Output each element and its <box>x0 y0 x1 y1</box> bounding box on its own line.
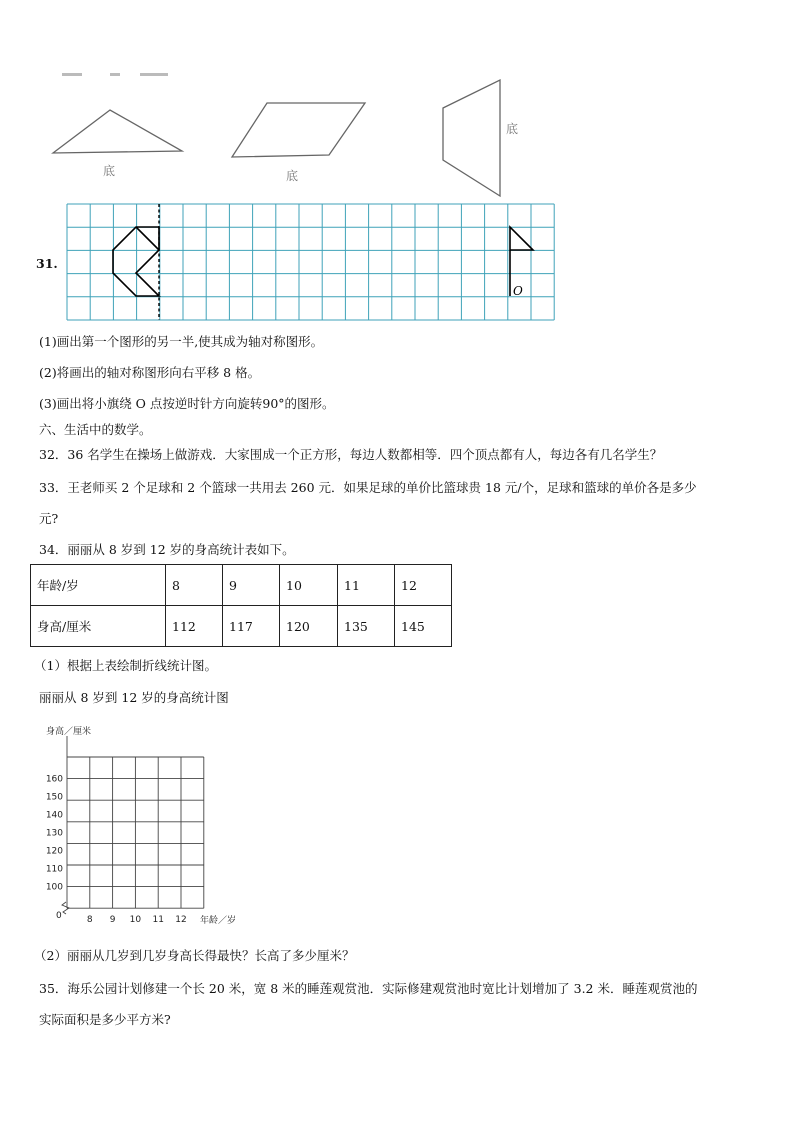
section-6-title: 六、生活中的数学。 <box>39 422 152 437</box>
chart-y-tick-label: 100 <box>45 882 63 893</box>
chart-x-axis-label: 年龄／岁 <box>200 916 237 926</box>
q31-task-1: (1)画出第一个图形的另一半,使其成为轴对称图形。 <box>39 334 324 349</box>
parallelogram-base-label: 底 <box>286 169 299 183</box>
table-cell-height: 120 <box>280 606 338 647</box>
table-cell-age: 8 <box>166 565 223 606</box>
table-cell-age: 11 <box>338 565 395 606</box>
table-cell-height: 145 <box>395 606 452 647</box>
trapezoid-base-label: 底 <box>506 122 519 136</box>
q31-task-2: (2)将画出的轴对称图形向右平移 8 格。 <box>39 365 261 380</box>
table-row-height <box>31 606 452 647</box>
grid-lines <box>67 204 554 320</box>
chart-x-tick-label: 12 <box>175 915 187 926</box>
q34-task-2: （2）丽丽从几岁到几岁身高长得最快？长高了多少厘米？ <box>34 948 355 963</box>
triangle-base-label: 底 <box>103 164 116 178</box>
table-cell-age: 12 <box>395 565 452 606</box>
q35-line-1: 35．海乐公园计划修建一个长 20 米，宽 8 米的睡莲观赏池．实际修建观赏池时宽比计划增加了 3.2 米．睡莲观赏池的 <box>39 981 698 996</box>
chart-y-tick-label: 160 <box>45 774 63 785</box>
table-cell-height: 117 <box>223 606 280 647</box>
geometry-shapes <box>0 60 794 210</box>
q33-line-2: 元? <box>39 511 59 526</box>
chart-x-ticks <box>87 915 187 925</box>
chart-x-tick-label: 10 <box>129 915 142 926</box>
flag-point-label: O <box>513 284 523 298</box>
chart-y-tick-label: 110 <box>45 864 63 875</box>
chart-y-axis-label: 身高／厘米 <box>46 727 92 737</box>
chart-y-tick-label: 150 <box>45 792 63 803</box>
q34-task-1: （1）根据上表绘制折线统计图。 <box>34 658 217 673</box>
triangle-shape <box>53 110 182 153</box>
q34-chart-title-text: 丽丽从 8 岁到 12 岁的身高统计图 <box>39 690 229 705</box>
table-cell-height: 112 <box>166 606 223 647</box>
table-cell-age: 9 <box>223 565 280 606</box>
chart-x-tick-label: 8 <box>86 915 93 926</box>
table-header-age: 年龄/岁 <box>31 565 166 606</box>
half-figure <box>113 227 159 296</box>
q31-grid <box>64 202 558 324</box>
chart-y-tick-label: 120 <box>45 846 63 857</box>
table-cell-age: 10 <box>280 565 338 606</box>
height-line-chart <box>30 718 270 930</box>
q34-intro: 34．丽丽从 8 岁到 12 岁的身高统计表如下。 <box>39 542 295 557</box>
q32-text: 32．36 名学生在操场上做游戏．大家围成一个正方形，每边人数都相等．四个顶点都有人，每边各有几名学生？ <box>39 447 663 462</box>
table-header-height: 身高/厘米 <box>31 606 166 647</box>
parallelogram-shape <box>232 103 365 157</box>
q31-number: 31. <box>36 256 58 271</box>
chart-origin-label: 0 <box>56 911 62 921</box>
chart-y-ticks <box>46 775 63 893</box>
q31-task-3: (3)画出将小旗绕 O 点按逆时针方向旋转90°的图形。 <box>39 396 335 411</box>
table-row-age <box>31 565 452 606</box>
height-table <box>30 564 452 647</box>
table-cell-height: 135 <box>338 606 395 647</box>
chart-x-tick-label: 11 <box>152 915 164 926</box>
half-figure-inner-edge <box>136 227 159 250</box>
trapezoid-shape <box>443 80 500 196</box>
q33-line-1: 33．王老师买 2 个足球和 2 个篮球一共用去 260 元．如果足球的单价比篮球贵 18 元/个，足球和篮球的单价各是多少 <box>39 480 697 495</box>
chart-y-tick-label: 130 <box>45 828 63 839</box>
chart-x-tick-label: 9 <box>109 915 116 926</box>
q35-line-2: 实际面积是多少平方米? <box>39 1012 171 1027</box>
chart-y-tick-label: 140 <box>45 810 63 821</box>
chart-grid <box>67 736 204 908</box>
axis-break-mark <box>62 902 69 914</box>
smudge-marks <box>62 73 168 76</box>
